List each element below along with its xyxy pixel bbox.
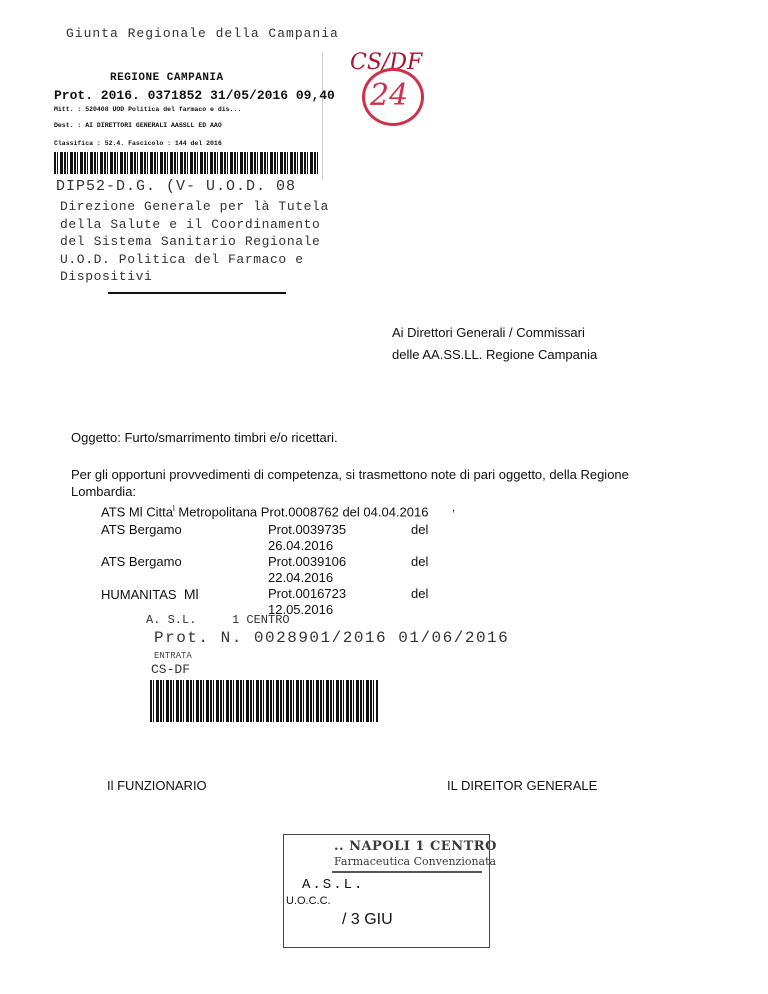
note-4-entity	[101, 586, 199, 602]
note-1-sup: l	[173, 504, 175, 513]
centro-label: 1 CENTRO	[232, 613, 290, 627]
note-3-date: 22.04.2016	[268, 570, 334, 585]
recipient-line-1: Ai Direttori Generali / Commissari	[392, 325, 585, 340]
asl-label: A. S.L.	[146, 613, 197, 627]
subject-line: Oggetto: Furto/smarrimento timbri e/o ricettari.	[71, 430, 338, 445]
stamp-protocol: Prot. 2016. 0371852 31/05/2016 09,40	[54, 88, 335, 103]
stamp-sender: Mitt. : 520408 UOD Politica del farmaco e dis...	[54, 106, 242, 113]
barcode-entry	[150, 680, 378, 722]
protocol-stamp	[52, 52, 335, 180]
intro-paragraph: Per gli opportuni provvedimenti di competenza, si trasmettono note di pari oggetto, della Regione Lombardia:	[71, 467, 629, 499]
note-3-entity: ATS Bergamo	[101, 554, 182, 569]
stamp-classification: Classifica : 52.4. Fascicolo : 144 del 2016	[54, 140, 222, 147]
note-row-1	[101, 504, 428, 519]
note-4-suffix: Ml	[183, 586, 199, 602]
note-3-prot: Prot.0039106	[268, 554, 347, 569]
recipient-line-2: delle AA.SS.LL. Regione Campania	[392, 347, 598, 362]
note-1-rest: Metropolitana Prot.0008762 del 04.04.2016	[174, 504, 429, 520]
note-4-prot: Prot.0016723	[268, 586, 347, 601]
barcode-top	[54, 152, 320, 174]
stamp-underline	[332, 871, 482, 873]
recipient-block	[392, 322, 597, 366]
note-4-name: HUMANITAS	[101, 587, 177, 602]
stamp-asl: A.S.L.	[302, 877, 365, 893]
stamp-farmaceutica: Farmaceutica Convenzionata	[334, 855, 497, 868]
handwritten-code: CS/DF	[350, 50, 423, 75]
signature-direttore: IL DIREITOR GENERALE	[447, 778, 598, 793]
note-2-entity: ATS Bergamo	[101, 522, 182, 537]
note-2-date: 26.04.2016	[268, 538, 334, 553]
stamp-destination: Dest. : AI DIRETTORI GENERALI AASSLL ED AAO	[54, 122, 222, 129]
note-4-date: 12.05.2016	[268, 602, 334, 617]
stamp-uocc: U.O.C.C.	[286, 895, 331, 907]
directorate-name: Direzione Generale per là Tutela della Salute e il Coordinamento del Sistema Sanitario Regionale U.O.D. Politica del Farmaco e Dispositivi	[60, 199, 329, 284]
header-divider	[108, 292, 286, 294]
stamp-date: / 3 GIU	[342, 911, 393, 928]
note-4-del: del	[411, 586, 429, 601]
asl-stamp-box	[283, 834, 497, 948]
stamp-napoli: .. NAPOLI 1 CENTRO	[334, 839, 497, 854]
signature-funzionario: Il FUNZIONARIO	[107, 778, 207, 793]
entry-protocol-number: Prot. N. 0028901/2016 01/06/2016	[154, 629, 510, 647]
note-1-entity: ATS Ml Citta	[101, 504, 173, 520]
entry-label: ENTRATA	[154, 651, 192, 661]
handwritten-number: 24	[370, 78, 409, 113]
tick-mark: ,	[452, 502, 456, 514]
giunta-header: Giunta Regionale della Campania	[66, 26, 339, 41]
note-3-del: del	[411, 554, 429, 569]
stamp-region: REGIONE CAMPANIA	[110, 72, 224, 84]
note-2-del: del	[411, 522, 429, 537]
note-2-prot: Prot.0039735	[268, 522, 347, 537]
entry-code: CS-DF	[151, 662, 191, 677]
department-code: DIP52-D.G. (V- U.O.D. 08	[56, 178, 297, 195]
